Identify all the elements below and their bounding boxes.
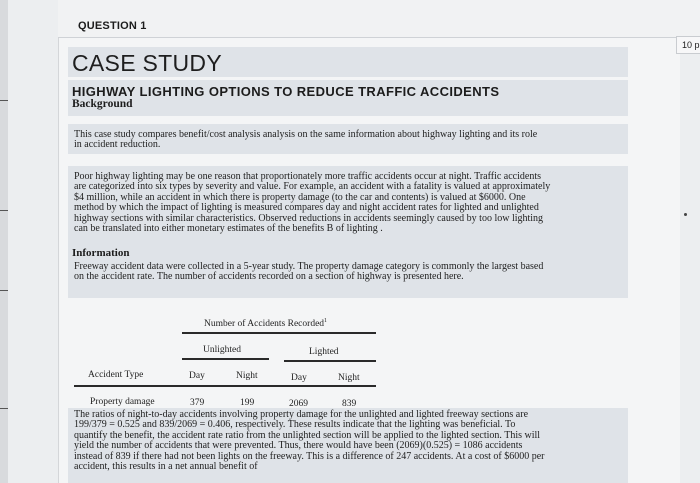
left-margin-tick [0,210,8,211]
text-line: can be translated into either monetary estimates of the benefits B of lighting . [74,223,383,235]
table-rule [182,332,376,334]
text-line: instead of 839 if there had not been lights on the freeway. This is a difference of 247 accidents. At a cost of $6000 per [74,450,545,462]
table-rule [182,358,269,360]
text-line: Poor highway lighting may be one reason that proportionately more traffic accidents occur at night. Traffic accidents [74,171,541,182]
table-cell-lit-night: 839 [342,399,357,409]
text-line: method by which the impact of lighting is measured compares day and night accident rates for lighted and unlighted [74,202,539,214]
information-paragraph [74,262,624,283]
text-line: are categorized into six types by severity and value. For example, an accident with a fatality is valued at approximately [74,181,551,193]
text-line: in accident reduction. [74,139,161,151]
background-paragraph [74,172,624,234]
table-cell-type: Property damage [90,397,155,407]
table-group-header-text: Number of Accidents Recorded [204,319,325,330]
text-line: yield the number of accidents that were prevented. Thus, there would have been (2069)(0.525) = 1086 accidents [74,440,523,452]
page-title: CASE STUDY [72,50,222,76]
text-line: quantify the benefit, the accident rate ratio from the unlighted section will be applied to the lighted section. This will [74,429,541,441]
column-header-lighted-day: Day [291,373,307,383]
text-line: 199/379 = 0.525 and 839/2069 = 0.406, respectively. These results indicate that the lighting was beneficial. To [74,419,516,431]
column-header-unlighted-day: Day [189,371,205,381]
left-margin-tick [0,408,8,409]
left-margin-tick [0,290,8,291]
left-margin-tick [0,100,8,101]
text-line: $4 million, while an accident in which there is property damage (to the car and contents) is valued at $6000. One [74,191,526,203]
information-heading: Information [72,247,130,259]
table-rule [74,385,376,387]
table-rule [284,360,376,362]
table-cell-unlit-night: 199 [240,398,255,408]
lighted-header: Lighted [309,347,339,357]
background-heading: Background [72,98,133,110]
table-cell-lit-day: 2069 [289,399,308,409]
text-line: This case study compares benefit/cost analysis analysis on the same information about highway lighting and its role [74,129,538,140]
column-header-accident-type: Accident Type [88,370,144,380]
text-line: on the accident rate. The number of accidents recorded on a section of highway is presented here. [74,271,464,283]
points-badge: 10 p [676,36,700,54]
table-group-header [204,318,327,329]
question-header [58,0,700,38]
left-margin-bar [0,0,8,483]
column-header-unlighted-night: Night [236,371,258,381]
unlighted-header: Unlighted [203,345,241,355]
text-line: highway sections with similar characteristics. Observed reductions in accidents seemingly caused by too low lighting [74,212,544,224]
text-line: accident, this results in a net annual benefit of [74,461,258,473]
analysis-paragraph [74,410,622,472]
column-header-lighted-night: Night [338,373,360,383]
case-subtitle: HIGHWAY LIGHTING OPTIONS TO REDUCE TRAFFIC ACCIDENTS [72,84,500,99]
margin-dot [684,213,687,216]
text-line: Freeway accident data were collected in a 5-year study. The property damage category is commonly the largest based [74,261,544,272]
table-cell-unlit-day: 379 [190,398,205,408]
text-line: The ratios of night-to-day accidents involving property damage for the unlighted and lighted freeway sections are [74,409,529,420]
intro-paragraph [74,130,624,151]
question-label: QUESTION 1 [78,20,147,32]
footnote-mark: 1 [324,318,328,324]
